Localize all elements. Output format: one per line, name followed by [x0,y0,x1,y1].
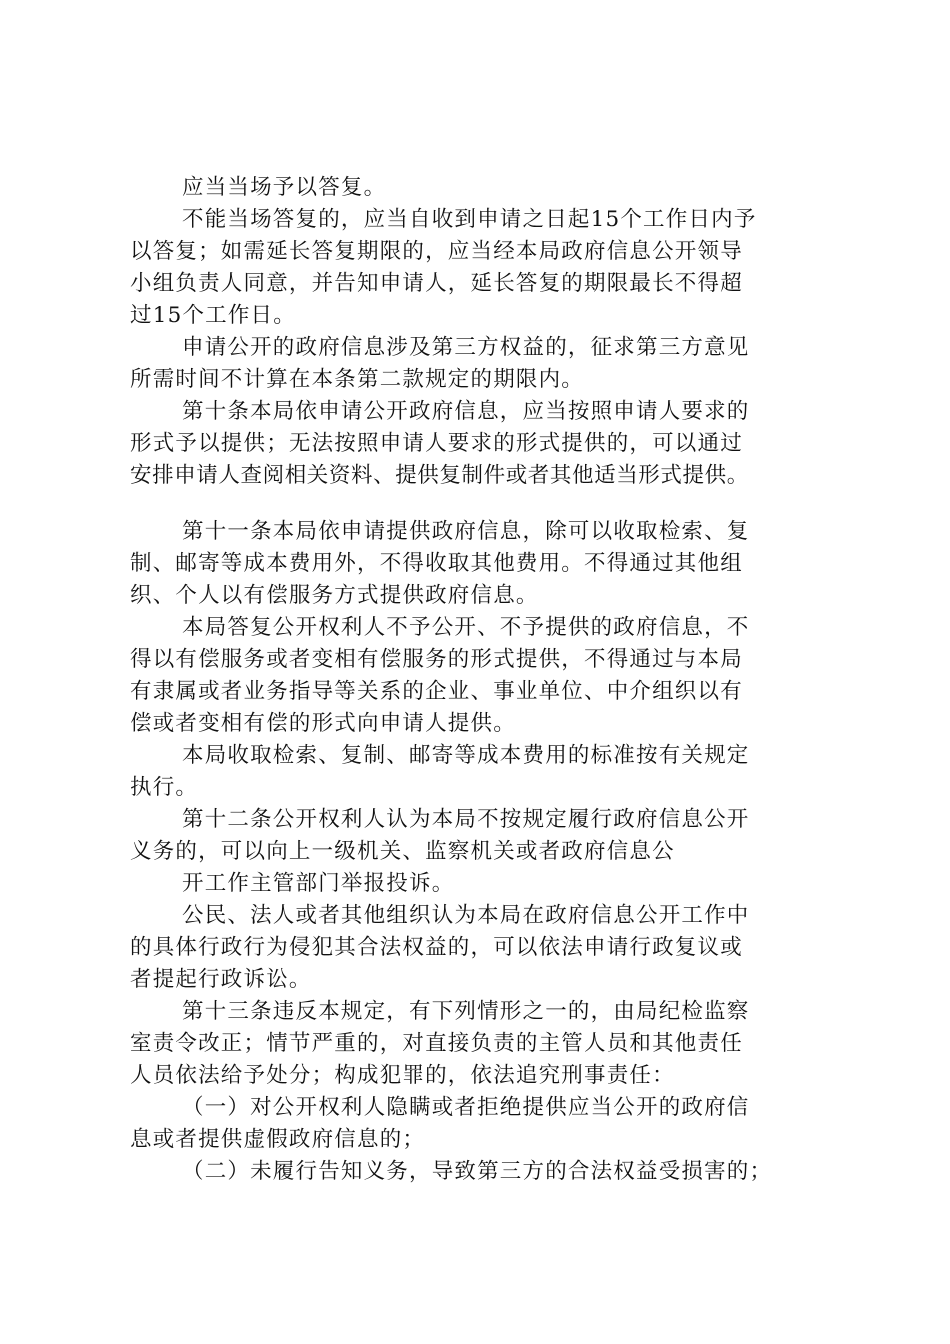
text-line: （一）对公开权利人隐瞒或者拒绝提供应当公开的政府信 [182,1095,750,1120]
text-line: 开工作主管部门举报投诉。 [182,871,455,896]
text-line: 义务的，可以向上一级机关、监察机关或者政府信息公 [130,839,675,864]
text-line: 第十二条公开权利人认为本局不按规定履行政府信息公开 [182,807,750,832]
text-line: 本局收取检索、复制、邮寄等成本费用的标准按有关规定 [182,743,750,768]
text-line: 者提起行政诉讼。 [130,967,312,992]
text-line: 形式予以提供；无法按照申请人要求的形式提供的，可以通过 [130,431,743,456]
text-line: 偿或者变相有偿的形式向申请人提供。 [130,711,516,736]
text-line: 人员依法给予处分；构成犯罪的，依法追究刑事责任： [130,1063,675,1088]
text-line: 所需时间不计算在本条第二款规定的期限内。 [130,367,585,392]
text-line: 公民、法人或者其他组织认为本局在政府信息公开工作中 [182,903,750,928]
text-line: 第十一条本局依申请提供政府信息，除可以收取检索、复 [182,519,750,544]
text-line: 第十三条违反本规定，有下列情形之一的，由局纪检监察 [182,999,750,1024]
text-line: 执行。 [130,775,199,800]
text-line: 安排申请人查阅相关资料、提供复制件或者其他适当形式提供。 [130,463,749,488]
text-line: 得以有偿服务或者变相有偿服务的形式提供，不得通过与本局 [130,647,743,672]
text-line: 息或者提供虚假政府信息的； [130,1127,426,1152]
text-line: 第十条本局依申请公开政府信息，应当按照申请人要求的 [182,399,750,424]
text-line: 过15个工作日。 [130,303,296,328]
text-line: 申请公开的政府信息涉及第三方权益的，征求第三方意见 [182,335,750,360]
text-line: 的具体行政行为侵犯其合法权益的，可以依法申请行政复议或 [130,935,743,960]
text-line: 小组负责人同意，并告知申请人，延长答复的期限最长不得超 [130,271,743,296]
text-line: 织、个人以有偿服务方式提供政府信息。 [130,583,539,608]
text-line: 本局答复公开权利人不予公开、不予提供的政府信息，不 [182,615,750,640]
text-line: 不能当场答复的，应当自收到申请之日起15个工作日内予 [182,207,757,232]
text-line: 制、邮寄等成本费用外，不得收取其他费用。不得通过其他组 [130,551,743,576]
text-line: 应当当场予以答复。 [182,175,387,200]
text-line: 以答复；如需延长答复期限的，应当经本局政府信息公开领导 [130,239,743,264]
text-line: 室责令改正；情节严重的，对直接负责的主管人员和其他责任 [130,1031,743,1056]
text-line: 有隶属或者业务指导等关系的企业、事业单位、中介组织以有 [130,679,743,704]
text-line: （二）未履行告知义务，导致第三方的合法权益受损害的； [182,1159,773,1184]
